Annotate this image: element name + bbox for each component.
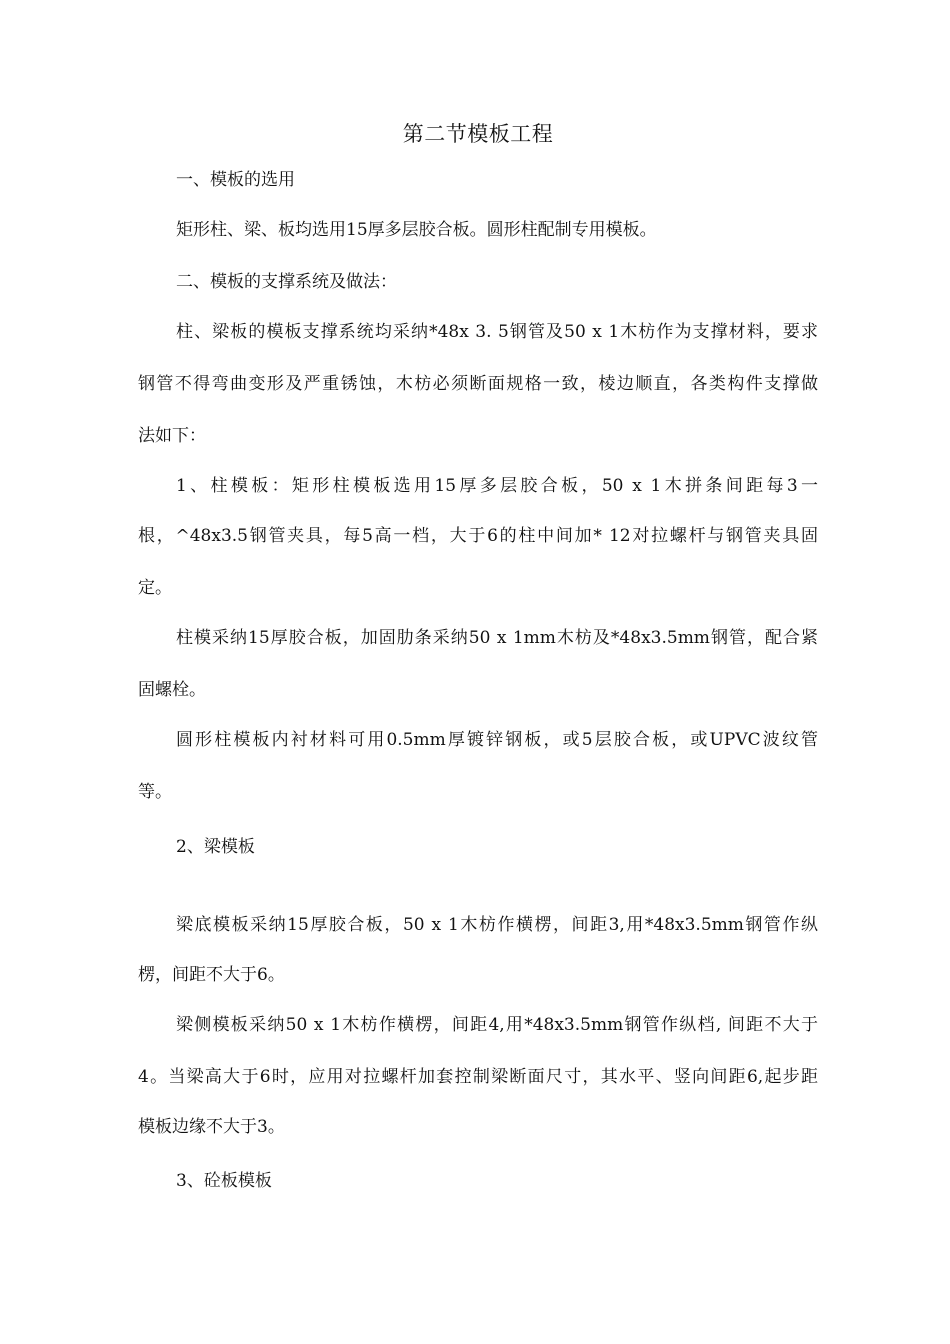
paragraph-line: 柱、梁板的模板支撑系统均采纳*48x 3. 5钢管及50 x 1木枋作为支撑材料，要求 [176,322,818,342]
paragraph-line: 柱模采纳15厚胶合板，加固肋条采纳50 x 1mm木枋及*48x3.5mm钢管，配合紧 [176,628,818,648]
paragraph-line: 梁侧模板采纳50 x 1木枋作横楞，间距4,用*48x3.5mm钢管作纵档, 间距不大于 [176,1015,818,1035]
paragraph-line: 定。 [138,578,172,598]
paragraph-line: 梁底模板采纳15厚胶合板，50 x 1木枋作横楞，间距3,用*48x3.5mm钢管作纵 [176,915,818,935]
paragraph-line: 固螺栓。 [138,680,206,700]
paragraph-line: 矩形柱、梁、板均选用15厚多层胶合板。圆形柱配制专用模板。 [176,220,657,240]
document-title: 第二节模板工程 [402,122,554,146]
heading-template-selection: 一、模板的选用 [176,170,295,190]
paragraph-line: 圆形柱模板内衬材料可用0.5mm厚镀锌钢板，或5层胶合板，或UPVC波纹管 [176,730,818,750]
heading-beam-template: 2、梁模板 [176,837,255,857]
paragraph-line: 4。当梁高大于6时，应用对拉螺杆加套控制梁断面尺寸，其水平、竖向间距6,起步距 [138,1067,818,1087]
paragraph-line: 1、柱模板：矩形柱模板选用15厚多层胶合板，50 x 1木拼条间距每3一 [176,476,818,496]
paragraph-line: 根，^48x3.5钢管夹具，每5高一档，大于6的柱中间加* 12对拉螺杆与钢管夹具固 [138,526,818,546]
paragraph-line: 模板边缘不大于3。 [138,1117,285,1137]
heading-support-system: 二、模板的支撑系统及做法： [176,272,397,292]
paragraph-line: 法如下： [138,426,206,446]
heading-slab-template: 3、砼板模板 [176,1171,272,1191]
paragraph-line: 钢管不得弯曲变形及严重锈蚀，木枋必须断面规格一致，棱边顺直，各类构件支撑做 [138,374,818,394]
paragraph-line: 等。 [138,782,172,802]
paragraph-line: 楞，间距不大于6。 [138,965,285,985]
